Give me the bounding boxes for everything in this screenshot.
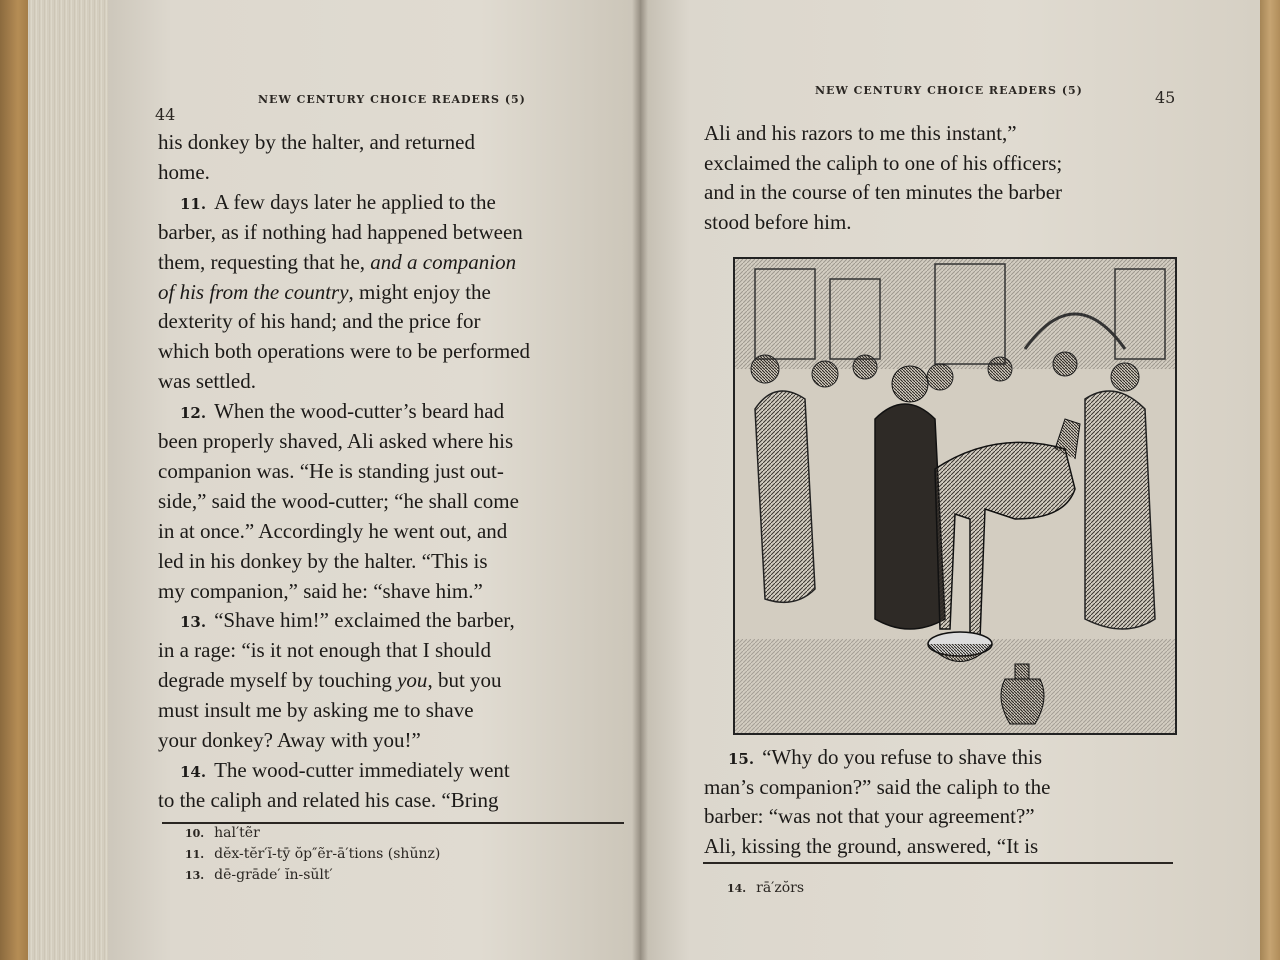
book-cover-right (1260, 0, 1280, 960)
footnote-text: dē-grāde′ ĭn-sŭlt′ (214, 867, 333, 883)
line-text: of his from the country, might enjoy the (158, 279, 491, 304)
footnote-text: rā′zŏrs (756, 880, 805, 896)
footnote-number: 14. (727, 882, 747, 895)
text-line (158, 546, 488, 576)
text-line (728, 742, 1042, 774)
line-text: barber, as if nothing had happened between (158, 219, 523, 244)
footnote-number: 13. (185, 869, 205, 882)
line-text: was settled. (158, 369, 256, 394)
text-line: Ali and his razors to me this instant,” (704, 121, 1017, 145)
book-cover-left (0, 0, 30, 960)
text-line (158, 665, 502, 695)
paragraph-number: 13. (180, 613, 207, 632)
text-line (158, 426, 513, 456)
text-line: and in the course of ten minutes the barber (704, 180, 1063, 204)
text-line (704, 772, 1050, 802)
footnote-number: 11. (185, 848, 205, 861)
text-line (158, 306, 480, 336)
left-page-number: 44 (155, 105, 176, 124)
footnote (185, 846, 440, 862)
text-line (158, 725, 421, 755)
line-text: in a rage: “is it not enough that I should (158, 638, 492, 663)
line-text: barber: “was not that your agreement?” (704, 804, 1035, 828)
line-text: my companion,” said he: “shave him.” (158, 578, 483, 603)
footnote (727, 880, 804, 896)
text-line (704, 831, 1038, 861)
footnote-rule-left (162, 822, 624, 824)
line-text: to the caliph and related his case. “Bring (158, 787, 499, 812)
footnote-number: 10. (185, 827, 205, 840)
paragraph-number: 14. (180, 762, 207, 781)
line-text: The wood-cutter immediately went (214, 757, 510, 782)
text-line (158, 247, 516, 277)
paragraph-number: 11. (180, 194, 207, 213)
left-running-head: NEW CENTURY CHOICE READERS (5) (258, 93, 526, 106)
text-line (704, 801, 1035, 831)
footnote (185, 825, 260, 841)
page-edges (28, 0, 110, 960)
line-text: degrade myself by touching you, but you (158, 668, 502, 693)
footnote (185, 867, 333, 883)
barber-donkey-engraving (735, 259, 1175, 733)
line-text: been properly shaved, Ali asked where his (158, 429, 514, 453)
line-text: When the wood-cutter’s beard had (214, 399, 505, 424)
text-line (158, 336, 530, 366)
line-text: man’s companion?” said the caliph to the (704, 774, 1051, 799)
line-text: must insult me by asking me to shave (158, 698, 474, 723)
text-line (180, 605, 515, 637)
text-line (158, 785, 499, 815)
paragraph-number: 12. (180, 404, 207, 423)
line-text: side,” said the wood-cutter; “he shall come (158, 488, 519, 513)
text-line (158, 486, 519, 516)
text-line (158, 277, 491, 307)
line-text: “Shave him!” exclaimed the barber, (214, 608, 515, 633)
line-text: home. (158, 159, 210, 184)
text-line (158, 576, 483, 606)
line-text: Ali, kissing the ground, answered, “It is (704, 833, 1039, 858)
text-line (158, 217, 523, 247)
text-line (158, 695, 474, 725)
text-line (180, 187, 496, 219)
line-text: “Why do you refuse to shave this (762, 745, 1043, 769)
engraving-illustration (733, 257, 1177, 735)
right-running-head: NEW CENTURY CHOICE READERS (5) (815, 84, 1083, 97)
right-page-number: 45 (1155, 88, 1176, 107)
text-line (158, 516, 507, 546)
footnote-rule-right (703, 862, 1173, 864)
paragraph-number: 15. (728, 750, 755, 768)
book-gutter (632, 0, 648, 960)
line-text: which both operations were to be performed (158, 339, 531, 364)
text-line (180, 396, 504, 428)
text-line (180, 755, 510, 787)
line-text: dexterity of his hand; and the price for (158, 309, 481, 334)
text-line (158, 635, 491, 665)
text-line (158, 127, 475, 157)
line-text: in at once.” Accordingly he went out, and (158, 518, 508, 543)
line-text: his donkey by the halter, and returned (158, 130, 475, 154)
line-text: companion was. “He is standing just out- (158, 458, 504, 483)
line-text: them, requesting that he, and a companion (158, 249, 517, 274)
line-text: A few days later he applied to the (214, 189, 496, 214)
footnote-text: hal′tẽr (214, 825, 260, 841)
footnote-text: dĕx-tĕr′ĭ-tȳ ŏp″ẽr-ā′tions (shŭnz) (214, 846, 441, 862)
text-line (158, 157, 210, 187)
line-text: your donkey? Away with you!” (158, 728, 421, 752)
line-text: led in his donkey by the halter. “This is (158, 548, 488, 573)
text-line (158, 456, 504, 486)
text-line (158, 366, 256, 396)
text-line: stood before him. (704, 209, 852, 234)
text-line: exclaimed the caliph to one of his officers; (704, 150, 1063, 175)
